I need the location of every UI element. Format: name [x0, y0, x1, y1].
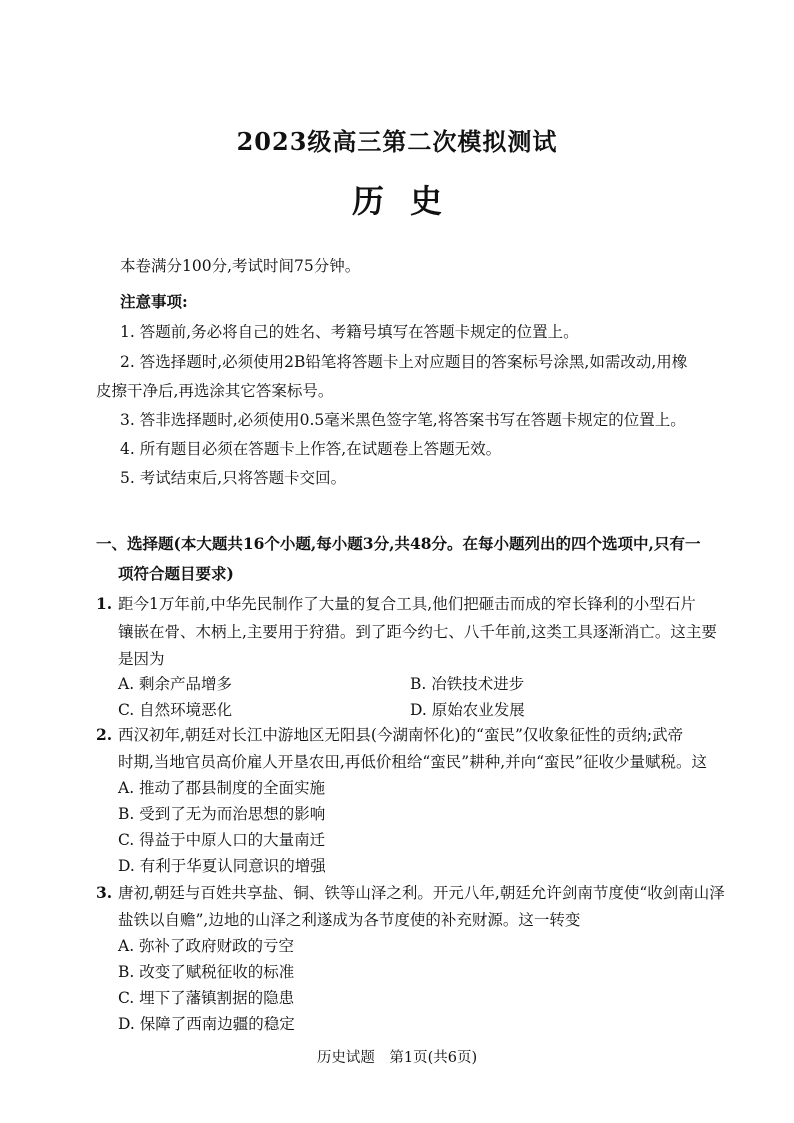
question-number: 1.: [96, 594, 113, 613]
question-number: 3.: [96, 883, 113, 902]
exam-title: 2023级高三第二次模拟测试: [236, 127, 558, 156]
option-c: C. 得益于中原人口的大量南迁: [118, 831, 326, 849]
notice-item: 5. 考试结束后,只将答题卡交回。: [120, 469, 347, 487]
question-text: 盐铁以自赡”,边地的山泽之利遂成为各节度使的补充财源。这一转变: [118, 911, 581, 929]
question-text: 西汉初年,朝廷对长江中游地区无阳县(今湖南怀化)的“蛮民”仅收象征性的贡纳;武帝: [118, 726, 684, 744]
question-text: 唐初,朝廷与百姓共享盐、铜、铁等山泽之利。开元八年,朝廷允许剑南节度使“收剑南山泽: [118, 884, 725, 902]
option-d: D. 原始农业发展: [410, 701, 525, 719]
notice-item: 4. 所有题目必须在答题卡上作答,在试题卷上答题无效。: [120, 440, 502, 458]
question-1: [96, 592, 696, 614]
question-number: 2.: [96, 725, 113, 744]
option-b: B. 改变了赋税征收的标准: [118, 963, 295, 981]
question-text: 距今1万年前,中华先民制作了大量的复合工具,他们把砸击而成的窄长锋利的小型石片: [118, 595, 696, 613]
page-footer: 历史试题 第1页(共6页): [316, 1050, 478, 1066]
option-c: C. 自然环境恶化: [118, 701, 233, 719]
option-c: C. 埋下了藩镇割据的隐患: [118, 989, 295, 1007]
subject-title: 历史: [351, 182, 468, 220]
notice-heading: 注意事项:: [120, 292, 188, 311]
notice-item-continuation: 皮擦干净后,再选涂其它答案标号。: [96, 382, 334, 400]
option-a: A. 推动了郡县制度的全面实施: [118, 779, 326, 797]
question-text: 镶嵌在骨、木柄上,主要用于狩猎。到了距今约七、八千年前,这类工具逐渐消亡。这主要: [118, 623, 717, 641]
section-heading: 一、选择题(本大题共16个小题,每小题3分,共48分。在每小题列出的四个选项中,只有一: [96, 534, 701, 553]
section-heading-continuation: 项符合题目要求): [118, 564, 234, 583]
option-b: B. 受到了无为而治思想的影响: [118, 805, 326, 823]
option-b: B. 冶铁技术进步: [410, 675, 525, 693]
notice-item: 3. 答非选择题时,必须使用0.5毫米黑色签字笔,将答案书写在答题卡规定的位置上。: [120, 411, 686, 429]
question-3: [96, 881, 725, 903]
option-d: D. 保障了西南边疆的稳定: [118, 1015, 295, 1033]
option-a: A. 剩余产品增多: [118, 675, 233, 693]
question-2: [96, 723, 683, 745]
notice-item: 2. 答选择题时,必须使用2B铅笔将答题卡上对应题目的答案标号涂黑,如需改动,用橡: [120, 353, 688, 371]
exam-intro: 本卷满分100分,考试时间75分钟。: [120, 257, 361, 275]
notice-item: 1. 答题前,务必将自己的姓名、考籍号填写在答题卡规定的位置上。: [120, 323, 579, 341]
question-text: 时期,当地官员高价雇人开垦农田,再低价租给“蛮民”耕种,并向“蛮民”征收少量赋税。这: [118, 753, 707, 771]
option-d: D. 有利于华夏认同意识的增强: [118, 857, 326, 875]
question-text: 是因为: [118, 650, 165, 668]
option-a: A. 弥补了政府财政的亏空: [118, 937, 295, 955]
